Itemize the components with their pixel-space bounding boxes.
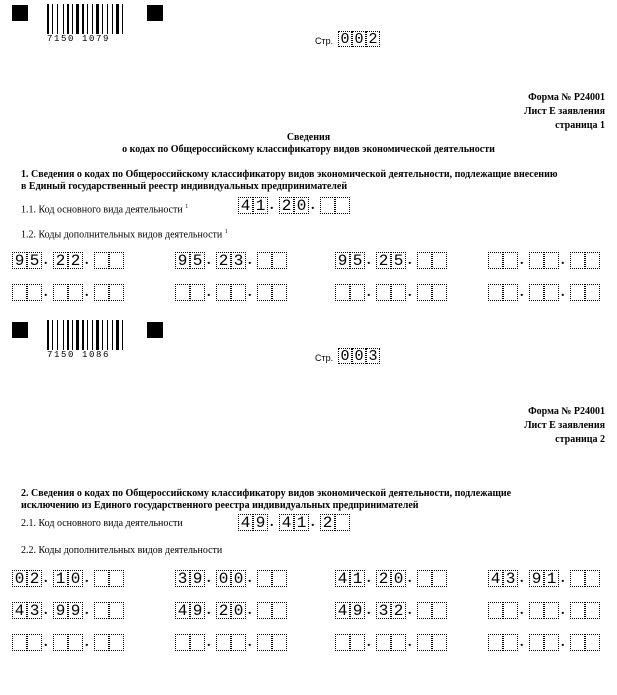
code-separator: .	[85, 603, 89, 618]
digit-cell[interactable]	[544, 634, 559, 651]
code-separator: .	[367, 571, 371, 586]
code-separator: .	[207, 285, 211, 300]
digit-cell[interactable]: 9	[53, 602, 68, 619]
barcode-bar	[87, 4, 88, 34]
digit-cell[interactable]	[585, 252, 600, 269]
code-separator: .	[44, 253, 48, 268]
code-separator: .	[207, 603, 211, 618]
digit-cell[interactable]	[529, 602, 544, 619]
digit-cell[interactable]	[488, 252, 503, 269]
digit-cell[interactable]: 4	[488, 570, 503, 587]
digit-cell[interactable]	[544, 252, 559, 269]
digit-cell[interactable]: 0	[338, 31, 352, 47]
code-separator: .	[367, 635, 371, 650]
digit-cell[interactable]: 3	[503, 570, 518, 587]
code-separator: .	[248, 253, 252, 268]
barcode-bar	[67, 4, 69, 34]
barcode-bar	[76, 320, 79, 350]
barcode-bar	[57, 4, 58, 34]
digit-cell[interactable]: 4	[279, 514, 294, 531]
digit-cell[interactable]: 2	[216, 252, 231, 269]
barcode-bar	[87, 320, 88, 350]
registration-square-right	[147, 5, 163, 21]
main-code-label: 2.1. Код основного вида деятельности	[21, 518, 183, 529]
digit-cell[interactable]: 5	[190, 252, 205, 269]
digit-cell[interactable]: 2	[376, 570, 391, 587]
code-separator: .	[408, 285, 412, 300]
digit-cell[interactable]	[585, 634, 600, 651]
digit-cell[interactable]	[417, 634, 432, 651]
digit-cell[interactable]	[27, 634, 42, 651]
digit-cell[interactable]: 0	[294, 197, 309, 214]
digit-cell[interactable]: 0	[216, 570, 231, 587]
digit-cell[interactable]: 3	[376, 602, 391, 619]
digit-cell[interactable]	[216, 634, 231, 651]
digit-cell[interactable]	[53, 634, 68, 651]
digit-cell[interactable]	[570, 252, 585, 269]
digit-cell[interactable]	[376, 284, 391, 301]
sheet-label: Лист Е заявления	[524, 106, 605, 117]
digit-cell[interactable]: 1	[544, 570, 559, 587]
barcode	[47, 320, 133, 360]
digit-cell[interactable]: 0	[231, 570, 246, 587]
code-separator: .	[520, 603, 524, 618]
digit-cell[interactable]: 3	[366, 348, 380, 364]
digit-cell[interactable]: 9	[190, 570, 205, 587]
digit-cell[interactable]	[68, 284, 83, 301]
digit-cell[interactable]: 4	[238, 197, 253, 214]
digit-cell[interactable]	[109, 284, 124, 301]
code-separator: .	[207, 571, 211, 586]
digit-cell[interactable]: 1	[253, 197, 268, 214]
digit-cell[interactable]: 2	[376, 252, 391, 269]
barcode-bar	[52, 320, 53, 350]
barcode-bar	[57, 320, 58, 350]
digit-cell[interactable]: 9	[335, 252, 350, 269]
digit-cell[interactable]	[272, 252, 287, 269]
digit-cell[interactable]: 5	[391, 252, 406, 269]
digit-cell[interactable]	[570, 602, 585, 619]
barcode-bar	[63, 4, 64, 34]
code-separator: .	[561, 571, 565, 586]
code-separator: .	[85, 635, 89, 650]
digit-cell[interactable]	[272, 634, 287, 651]
digit-cell[interactable]: 4	[175, 602, 190, 619]
code-separator: .	[270, 515, 274, 530]
digit-cell[interactable]	[272, 570, 287, 587]
digit-cell[interactable]: 3	[27, 602, 42, 619]
digit-cell[interactable]: 9	[529, 570, 544, 587]
code-separator: .	[408, 635, 412, 650]
code-separator: .	[561, 285, 565, 300]
barcode-bar	[92, 4, 93, 34]
section-1-title: 1. Сведения о кодах по Общероссийскому классификатору видов экономической деятельности, подлежащие внесению	[21, 169, 558, 180]
digit-cell[interactable]	[391, 634, 406, 651]
digit-cell[interactable]	[391, 284, 406, 301]
code-separator: .	[248, 571, 252, 586]
digit-cell[interactable]	[231, 284, 246, 301]
digit-cell[interactable]	[190, 634, 205, 651]
digit-cell[interactable]	[335, 284, 350, 301]
code-separator: .	[248, 603, 252, 618]
digit-cell[interactable]	[94, 602, 109, 619]
barcode-bar	[96, 320, 99, 350]
digit-cell[interactable]	[350, 634, 365, 651]
digit-cell[interactable]	[432, 252, 447, 269]
digit-cell[interactable]	[432, 284, 447, 301]
digit-cell[interactable]: 9	[350, 602, 365, 619]
digit-cell[interactable]: 1	[350, 570, 365, 587]
section-heading: Сведения	[286, 132, 331, 143]
code-separator: .	[561, 253, 565, 268]
barcode-bar	[72, 4, 73, 34]
main-code-label: 1.1. Код основного вида деятельности $^1$	[21, 204, 189, 216]
digit-cell[interactable]: 0	[338, 348, 352, 364]
barcode-bar	[72, 320, 73, 350]
digit-cell[interactable]	[109, 602, 124, 619]
digit-cell[interactable]: 2	[68, 252, 83, 269]
digit-cell[interactable]	[350, 284, 365, 301]
code-separator: .	[561, 603, 565, 618]
digit-cell[interactable]	[175, 284, 190, 301]
code-separator: .	[85, 285, 89, 300]
code-separator: .	[248, 635, 252, 650]
barcode-bar	[82, 320, 84, 350]
digit-cell[interactable]	[417, 252, 432, 269]
sheet-page: страница 2	[555, 434, 605, 445]
barcode-bar	[92, 320, 93, 350]
digit-cell[interactable]	[585, 284, 600, 301]
digit-cell[interactable]: 9	[175, 252, 190, 269]
barcode-number: 7150 1086	[47, 350, 133, 360]
barcode-bar	[102, 320, 103, 350]
digit-cell[interactable]: 2	[366, 31, 380, 47]
digit-cell[interactable]	[216, 284, 231, 301]
barcode-bar	[107, 320, 108, 350]
barcode-bar	[47, 4, 49, 34]
code-separator: .	[367, 285, 371, 300]
digit-cell[interactable]	[544, 284, 559, 301]
extra-codes-label: 1.2. Коды дополнительных видов деятельности $^1$	[21, 229, 228, 241]
sheet-label: Лист Е заявления	[524, 420, 605, 431]
digit-cell[interactable]: 0	[68, 570, 83, 587]
code-separator: .	[207, 635, 211, 650]
digit-cell[interactable]	[335, 634, 350, 651]
barcode-bar	[112, 4, 113, 34]
digit-cell[interactable]	[335, 197, 350, 214]
digit-cell[interactable]	[432, 634, 447, 651]
code-separator: .	[367, 253, 371, 268]
barcode-bar	[116, 320, 119, 350]
code-separator: .	[408, 253, 412, 268]
digit-cell[interactable]: 4	[12, 602, 27, 619]
digit-cell[interactable]	[94, 284, 109, 301]
barcode-bar	[122, 320, 123, 350]
barcode-bar	[67, 320, 69, 350]
digit-cell[interactable]	[503, 602, 518, 619]
digit-cell[interactable]	[257, 252, 272, 269]
digit-cell[interactable]: 9	[12, 252, 27, 269]
digit-cell[interactable]: 3	[231, 252, 246, 269]
digit-cell[interactable]	[529, 284, 544, 301]
barcode-bar	[116, 4, 119, 34]
digit-cell[interactable]: 2	[320, 514, 335, 531]
code-separator: .	[44, 603, 48, 618]
digit-cell[interactable]: 4	[335, 602, 350, 619]
barcode-bar	[52, 4, 53, 34]
code-separator: .	[207, 253, 211, 268]
form-number: Форма № Р24001	[528, 406, 605, 417]
digit-cell[interactable]	[417, 602, 432, 619]
code-separator: .	[311, 198, 315, 213]
digit-cell[interactable]	[231, 634, 246, 651]
digit-cell[interactable]: 2	[27, 570, 42, 587]
form-number: Форма № Р24001	[528, 92, 605, 103]
code-separator: .	[520, 635, 524, 650]
section-2-title-cont: исключению из Единого государственного реестра индивидуальных предпринимателей	[21, 500, 419, 511]
sheet-page: страница 1	[555, 120, 605, 131]
digit-cell[interactable]	[257, 634, 272, 651]
digit-cell[interactable]	[94, 570, 109, 587]
digit-cell[interactable]	[417, 284, 432, 301]
code-separator: .	[561, 635, 565, 650]
page-label: Стр.	[315, 353, 334, 363]
digit-cell[interactable]	[529, 252, 544, 269]
code-separator: .	[367, 603, 371, 618]
digit-cell[interactable]	[417, 570, 432, 587]
code-separator: .	[408, 603, 412, 618]
digit-cell[interactable]	[27, 284, 42, 301]
digit-cell[interactable]: 4	[238, 514, 253, 531]
digit-cell[interactable]: 2	[279, 197, 294, 214]
digit-cell[interactable]	[12, 284, 27, 301]
digit-cell[interactable]	[488, 602, 503, 619]
code-separator: .	[248, 285, 252, 300]
digit-cell[interactable]	[432, 602, 447, 619]
code-separator: .	[520, 285, 524, 300]
code-separator: .	[85, 253, 89, 268]
digit-cell[interactable]: 2	[53, 252, 68, 269]
digit-cell[interactable]	[272, 284, 287, 301]
form-header	[524, 91, 605, 133]
barcode-bar	[122, 4, 123, 34]
code-separator: .	[270, 198, 274, 213]
barcode-bar	[102, 4, 103, 34]
digit-cell[interactable]	[503, 284, 518, 301]
barcode-bar	[47, 320, 49, 350]
digit-cell[interactable]	[544, 602, 559, 619]
section-2-title: 2. Сведения о кодах по Общероссийскому классификатору видов экономической деятельности, подлежащие	[21, 488, 512, 499]
digit-cell[interactable]	[570, 634, 585, 651]
barcode-number: 7150 1079	[47, 34, 133, 44]
digit-cell[interactable]	[585, 602, 600, 619]
registration-square-left	[12, 322, 28, 338]
code-separator: .	[85, 571, 89, 586]
digit-cell[interactable]	[257, 284, 272, 301]
page-label: Стр.	[315, 36, 334, 46]
digit-cell[interactable]	[432, 570, 447, 587]
digit-cell[interactable]	[53, 284, 68, 301]
section-1-title-cont: в Единый государственный реестр индивидуальных предпринимателей	[21, 181, 348, 192]
digit-cell[interactable]: 9	[253, 514, 268, 531]
digit-cell[interactable]: 0	[12, 570, 27, 587]
digit-cell[interactable]: 0	[352, 348, 366, 364]
code-separator: .	[44, 635, 48, 650]
digit-cell[interactable]	[488, 634, 503, 651]
digit-cell[interactable]: 0	[231, 602, 246, 619]
code-separator: .	[520, 571, 524, 586]
digit-cell[interactable]: 0	[352, 31, 366, 47]
barcode	[47, 4, 133, 44]
digit-cell[interactable]: 5	[350, 252, 365, 269]
digit-cell[interactable]: 1	[294, 514, 309, 531]
digit-cell[interactable]	[503, 634, 518, 651]
digit-cell[interactable]	[12, 634, 27, 651]
digit-cell[interactable]: 3	[175, 570, 190, 587]
barcode-bar	[96, 4, 99, 34]
digit-cell[interactable]	[570, 284, 585, 301]
digit-cell[interactable]	[335, 514, 350, 531]
digit-cell[interactable]: 2	[216, 602, 231, 619]
digit-cell[interactable]: 0	[391, 570, 406, 587]
section-subheading: о кодах по Общероссийскому классификатору видов экономической деятельности	[122, 144, 495, 155]
digit-cell[interactable]	[109, 252, 124, 269]
digit-cell[interactable]	[68, 634, 83, 651]
digit-cell[interactable]	[585, 570, 600, 587]
digit-cell[interactable]	[257, 570, 272, 587]
digit-cell[interactable]	[94, 252, 109, 269]
digit-cell[interactable]	[320, 197, 335, 214]
digit-cell[interactable]	[376, 634, 391, 651]
digit-cell[interactable]	[272, 602, 287, 619]
code-separator: .	[44, 285, 48, 300]
code-separator: .	[44, 571, 48, 586]
registration-square-left	[12, 5, 28, 21]
digit-cell[interactable]	[94, 634, 109, 651]
digit-cell[interactable]	[529, 634, 544, 651]
extra-codes-label: 2.2. Коды дополнительных видов деятельности	[21, 545, 223, 556]
barcode-bar	[76, 4, 79, 34]
digit-cell[interactable]	[488, 284, 503, 301]
digit-cell[interactable]	[257, 602, 272, 619]
code-separator: .	[408, 571, 412, 586]
code-separator: .	[311, 515, 315, 530]
digit-cell[interactable]: 4	[335, 570, 350, 587]
barcode-bar	[63, 320, 64, 350]
digit-cell[interactable]: 9	[68, 602, 83, 619]
digit-cell[interactable]	[109, 634, 124, 651]
digit-cell[interactable]	[570, 570, 585, 587]
digit-cell[interactable]: 2	[391, 602, 406, 619]
barcode-bar	[82, 4, 84, 34]
form-header	[524, 405, 605, 447]
digit-cell[interactable]: 9	[190, 602, 205, 619]
digit-cell[interactable]: 5	[27, 252, 42, 269]
digit-cell[interactable]	[175, 634, 190, 651]
digit-cell[interactable]: 1	[53, 570, 68, 587]
digit-cell[interactable]	[190, 284, 205, 301]
digit-cell[interactable]	[503, 252, 518, 269]
barcode-bar	[112, 320, 113, 350]
registration-square-right	[147, 322, 163, 338]
barcode-bar	[107, 4, 108, 34]
digit-cell[interactable]	[109, 570, 124, 587]
code-separator: .	[520, 253, 524, 268]
